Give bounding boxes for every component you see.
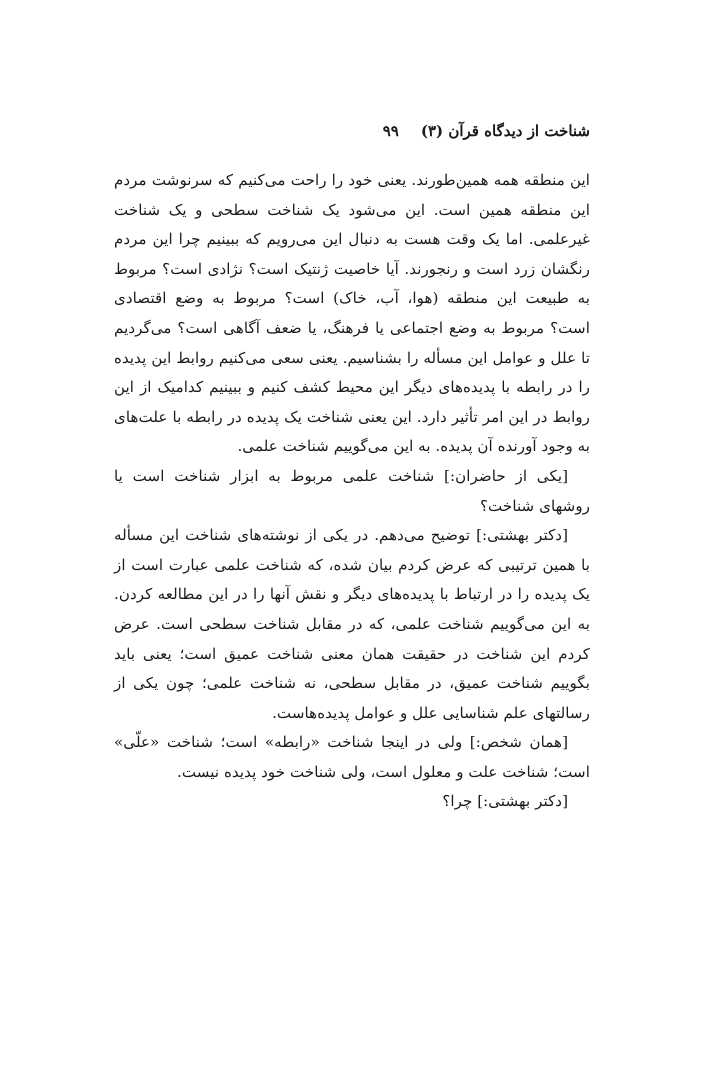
paragraph-1: این منطقه همه همین‌طورند. یعنی خود را راحت می‌کنیم که سرنوشت مردم این منطقه همین است. این می‌شود یک شناخت سطحی و یک شناخت غیرعلمی. اما یک وقت هست به دنبال این می‌رویم که ببینیم چرا این مردم رنگشان زرد است و رنجورند. آیا خاصیت ژنتیک است؟ نژادی است؟ مربوط به طبیعت این منطقه (هوا، آب، خاک) است؟ مربوط به وضع اقتصادی است؟ مربوط به وضع اجتماعی یا فرهنگ، یا ضعف آگاهی است؟ می‌گردیم تا علل و عوامل این مسأله را بشناسیم. یعنی سعی می‌کنیم روابط این پدیده را در رابطه با پدیده‌های دیگر این محیط کشف کنیم و ببینیم کدامیک از این روابط در این امر تأثیر دارد. این یعنی شناخت یک پدیده در رابطه با علت‌های به وجود آورنده آن پدیده. به این می‌گوییم شناخت علمی. (114, 171, 590, 456)
body-text (114, 166, 590, 817)
running-header (118, 119, 590, 143)
book-title: شناخت از دیدگاه قرآن (۳) (420, 122, 590, 140)
paragraph-3: [دکتر بهشتی:] توضیح می‌دهم. در یکی از نوشته‌های شناخت این مسأله با همین ترتیبی که عرض کردم بیان شده، که شناخت علمی عبارت است از یک پدیده را در ارتباط با پدیده‌های دیگر و نقش آنها را در این مطالعه کردن. به این می‌گوییم شناخت علمی، که در مقابل شناخت سطحی است. عرض کردم این شناخت در حقیقت همان معنی شناخت عمیق است؛ یعنی باید بگوییم شناخت عمیق، در مقابل سطحی، نه شناخت علمی؛ چون یکی از رسالتهای علم شناسایی علل و عوامل پدیده‌هاست. (114, 526, 590, 722)
paragraph-5: [دکتر بهشتی:] چرا؟ (442, 792, 568, 811)
paragraph-4: [همان شخص:] ولی در اینجا شناخت «رابطه» است؛ شناخت «علّی» است؛ شناخت علت و معلول است، ولی شناخت خود پدیده نیست. (114, 733, 590, 781)
page-number: ۹۹ (382, 122, 399, 140)
paragraph-2: [یکی از حاضران:] شناخت علمی مربوط به ابزار شناخت است یا روشهای شناخت؟ (114, 466, 590, 515)
